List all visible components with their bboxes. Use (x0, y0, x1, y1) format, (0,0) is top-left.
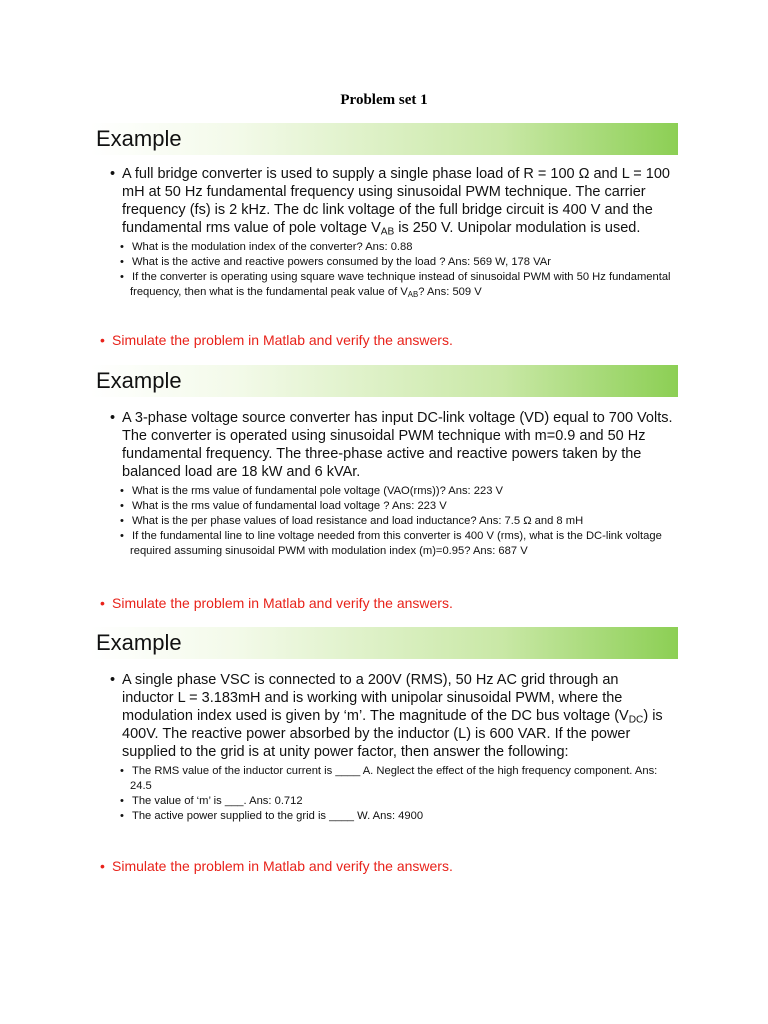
bullet-icon: • (120, 500, 124, 512)
bullet-icon: • (120, 795, 124, 807)
example-slide-2 (90, 365, 678, 615)
bullet-icon: • (120, 515, 124, 527)
bullet-icon: • (120, 241, 124, 253)
problem-statement: • A 3-phase voltage source converter has input DC-link voltage (VD) equal to 700 Volts. The converter is operated using sinusoidal PWM technique with m=0.9 and 50 Hz fundamental frequency. The three-phase active and reactive powers taken by the balanced load are 18 kW and 6 kVAr. (110, 410, 673, 480)
bullet-icon: • (110, 410, 116, 426)
slide-body (90, 409, 678, 559)
question-item: • If the converter is operating using square wave technique instead of sinusoidal PWM with 50 Hz fundamental frequency, then what is the fundamental peak value of $V_{AB}$? Ans: 509 V (120, 271, 671, 299)
slide-heading: Example (90, 627, 678, 659)
problem-statement: • A full bridge converter is used to supply a single phase load of R = 100 Ω and L = 100 mH at 50 Hz fundamental frequency using sinusoidal PWM technique. The carrier frequency (fs) is 2 kHz. The dc link voltage of the full bridge circuit is 400 V and the fundamental rms value of pole voltage $V_{AB}$ is 250 V. Unipolar modulation is used. (110, 166, 670, 238)
simulate-instruction: • Simulate the problem in Matlab and verify the answers. (100, 858, 453, 874)
question-item: • What is the active and reactive powers consumed by the load ? Ans: 569 W, 178 VAr (120, 256, 551, 268)
question-item: • The RMS value of the inductor current is ____ A. Neglect the effect of the high frequency component. Ans: 24.5 (120, 765, 658, 792)
question-list (90, 764, 678, 824)
example-slide-1 (90, 123, 678, 348)
simulate-instruction: • Simulate the problem in Matlab and verify the answers. (100, 595, 453, 611)
document-title: Problem set 1 (340, 92, 428, 108)
bullet-icon: • (100, 595, 105, 611)
question-item: • What is the rms value of fundamental load voltage ? Ans: 223 V (120, 500, 447, 512)
question-item: • The value of ‘m’ is ___. Ans: 0.712 (120, 795, 303, 807)
question-item: • The active power supplied to the grid is ____ W. Ans: 4900 (120, 810, 424, 822)
bullet-icon: • (120, 530, 124, 542)
example-slide-3 (90, 627, 678, 887)
bullet-icon: • (100, 858, 105, 874)
question-item: • What is the rms value of fundamental pole voltage (VAO(rms))? Ans: 223 V (120, 485, 504, 497)
question-list (90, 240, 678, 300)
slide-heading: Example (90, 123, 678, 155)
simulate-instruction: • Simulate the problem in Matlab and verify the answers. (100, 332, 453, 348)
bullet-icon: • (120, 485, 124, 497)
question-item: • What is the modulation index of the converter? Ans: 0.88 (120, 241, 413, 253)
question-list (90, 484, 678, 559)
bullet-icon: • (110, 166, 116, 182)
slide-heading: Example (90, 365, 678, 397)
bullet-icon: • (120, 810, 124, 822)
bullet-icon: • (120, 765, 124, 777)
bullet-icon: • (110, 672, 116, 688)
slide-body (90, 165, 678, 300)
bullet-icon: • (120, 256, 124, 268)
slide-body (90, 671, 678, 824)
problem-statement: • A single phase VSC is connected to a 200V (RMS), 50 Hz AC grid through an inductor L = 3.183mH and is working with unipolar sinusoidal PWM, where the modulation index used is given by ‘m’. The magnitude of the DC bus voltage $(V_{DC})$ is 400V. The reactive power absorbed by the inductor (L) is 600 VAR. If the power supplied to the grid is at unity power factor, then answer the following: (110, 672, 663, 760)
bullet-icon: • (120, 271, 124, 283)
question-item: • What is the per phase values of load resistance and load inductance? Ans: 7.5 Ω and 8 mH (120, 515, 584, 527)
bullet-icon: • (100, 332, 105, 348)
question-item: • If the fundamental line to line voltage needed from this converter is 400 V (rms), what is the DC-link voltage required assuming sinusoidal PWM with modulation index (m)=0.95? Ans: 687 V (120, 530, 662, 557)
